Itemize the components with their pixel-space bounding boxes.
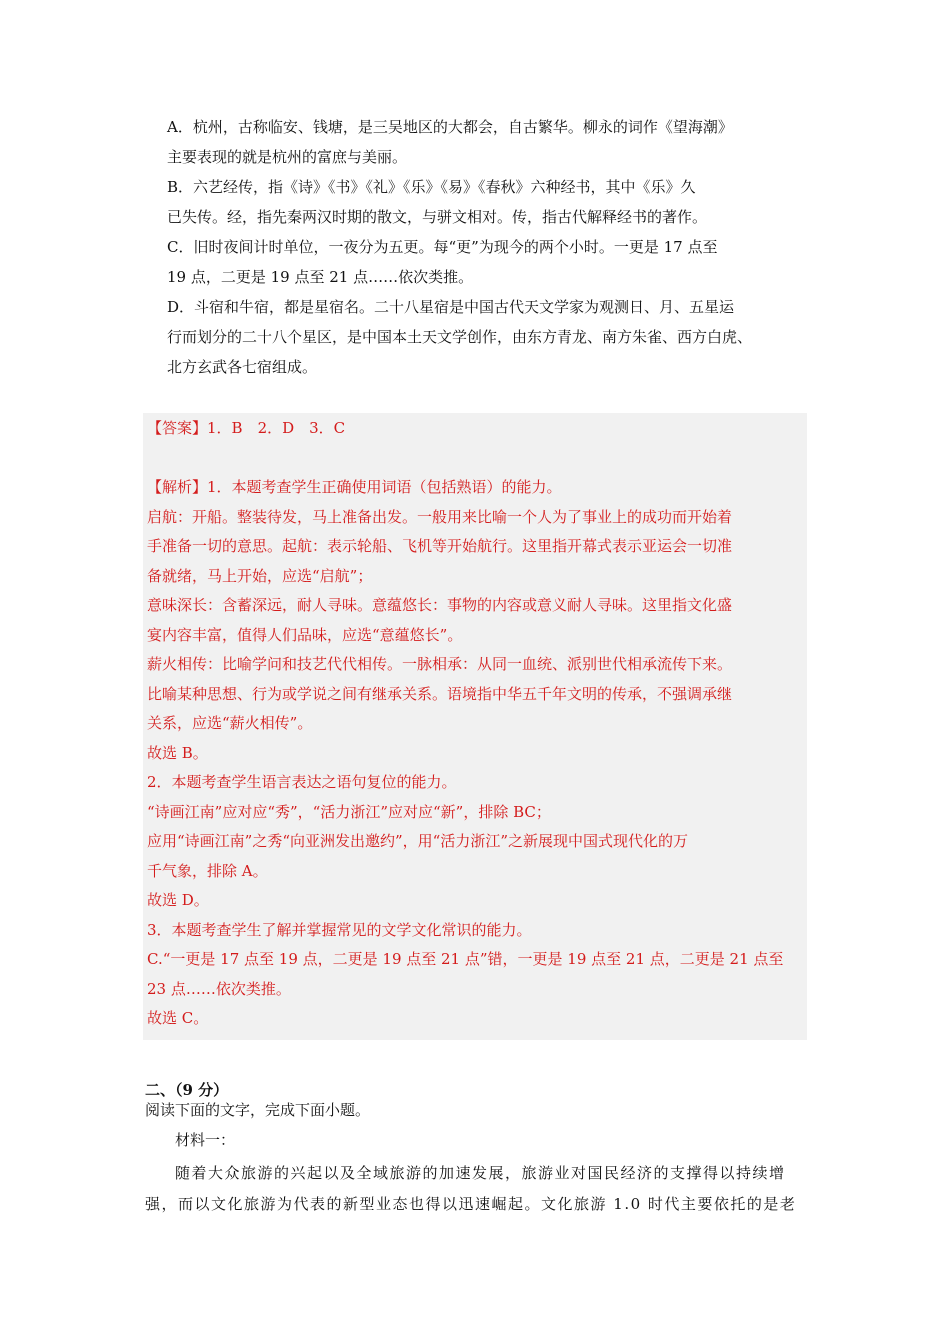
material-paragraph: 随着大众旅游的兴起以及全域旅游的加速发展，旅游业对国民经济的支撑得以持续增强，而以文化旅游为代表的新型业态也得以迅速崛起。文化旅游 1.0 时代主要依托的是老 — [145, 1164, 797, 1213]
analysis-line: 薪火相传：比喻学问和技艺代代相传。一脉相承：从同一血统、派别世代相承流传下来。 — [147, 655, 733, 673]
analysis-line: 备就绪，马上开始，应选“启航”； — [147, 566, 373, 585]
analysis-line: 意味深长：含蓄深远，耐人寻味。意蕴悠长：事物的内容或意义耐人寻味。这里指文化盛 — [147, 596, 733, 614]
spacer — [147, 443, 803, 473]
option-d-line-2: 行而划分的二十八个星区，是中国本土天文学创作，由东方青龙、南方朱雀、西方白虎、 — [167, 328, 753, 346]
analysis-line: 故选 D。 — [147, 891, 209, 909]
analysis-block — [147, 473, 803, 1034]
option-b-line-1: B．六艺经传，指《诗》《书》《礼》《乐》《易》《春秋》六种经书，其中《乐》久 — [167, 178, 696, 196]
option-c-line-1: C．旧时夜间计时单位，一夜分为五更。每“更”为现今的两个小时。一更是 17 点至 — [167, 238, 718, 256]
section-heading: 二、（9 分） — [145, 1081, 229, 1099]
option-d-line-1: D．斗宿和牛宿，都是星宿名。二十八星宿是中国古代天文学家为观测日、月、五星运 — [167, 298, 735, 316]
analysis-line: 故选 C。 — [147, 1009, 209, 1027]
choice-options — [167, 112, 817, 382]
analysis-line: 手准备一切的意思。起航：表示轮船、飞机等开始航行。这里指开幕式表示亚运会一切准 — [147, 537, 733, 555]
analysis-line: 故选 B。 — [147, 743, 208, 762]
analysis-line: 千气象，排除 A。 — [147, 861, 268, 880]
analysis-line: 启航：开船。整装待发，马上准备出发。一般用来比喻一个人为了事业上的成功而开始着 — [147, 507, 733, 526]
answer-analysis-box — [143, 413, 807, 1040]
analysis-line: 关系，应选“薪火相传”。 — [147, 714, 313, 732]
analysis-line: 宴内容丰富，值得人们品味，应选“意蕴悠长”。 — [147, 625, 463, 644]
analysis-line: 【解析】1．本题考查学生正确使用词语（包括熟语）的能力。 — [147, 478, 562, 496]
material-label: 材料一： — [175, 1131, 236, 1149]
option-c-line-2: 19 点，二更是 19 点至 21 点……依次类推。 — [167, 268, 474, 286]
answer-line: 【答案】1．B 2．D 3．C — [147, 419, 346, 437]
analysis-line: C.“一更是 17 点至 19 点，二更是 19 点至 21 点”错，一更是 19 点至 21 点，二更是 21 点至 — [147, 950, 784, 968]
option-a-line-2: 主要表现的就是杭州的富庶与美丽。 — [167, 148, 408, 166]
option-b-line-2: 已失传。经，指先秦两汉时期的散文，与骈文相对。传，指古代解释经书的著作。 — [167, 208, 708, 226]
section-two — [145, 1080, 805, 1220]
analysis-line: “诗画江南”应对应“秀”，“活力浙江”应对应“新”，排除 BC； — [147, 802, 551, 821]
option-a-line-1: A．杭州，古称临安、钱塘，是三吴地区的大都会，自古繁华。柳永的词作《望海潮》 — [167, 118, 733, 136]
analysis-line: 应用“诗画江南”之秀“向亚洲发出邀约”，用“活力浙江”之新展现中国式现代化的万 — [147, 832, 689, 850]
analysis-line: 2．本题考查学生语言表达之语句复位的能力。 — [147, 773, 457, 791]
analysis-line: 3．本题考查学生了解并掌握常见的文学文化常识的能力。 — [147, 920, 532, 939]
analysis-line: 比喻某种思想、行为或学说之间有继承关系。语境指中华五千年文明的传承，不强调承继 — [147, 684, 733, 703]
option-d-line-3: 北方玄武各七宿组成。 — [167, 358, 318, 376]
section-instruction: 阅读下面的文字，完成下面小题。 — [145, 1101, 371, 1119]
analysis-line: 23 点……依次类推。 — [147, 979, 291, 998]
